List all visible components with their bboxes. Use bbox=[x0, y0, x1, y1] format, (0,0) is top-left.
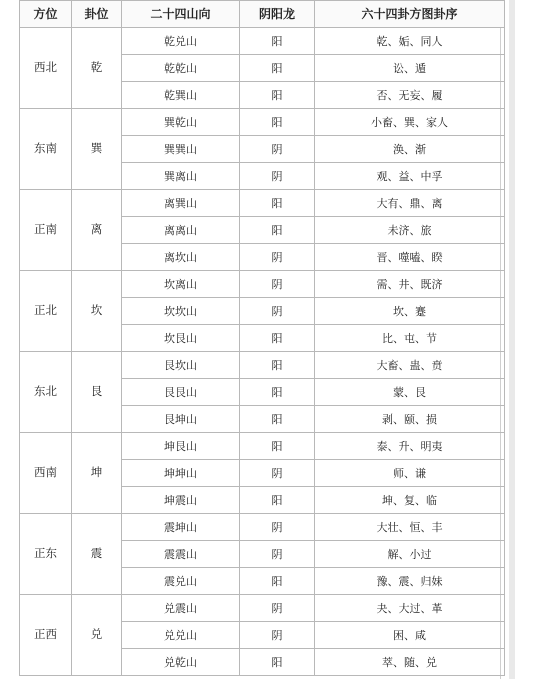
yinyang-cell: 阳 bbox=[240, 487, 315, 514]
gua-cell: 震 bbox=[72, 514, 122, 595]
yinyang-cell: 阳 bbox=[240, 190, 315, 217]
yinyang-cell: 阴 bbox=[240, 298, 315, 325]
yinyang-cell: 阴 bbox=[240, 136, 315, 163]
mountain-cell: 艮坤山 bbox=[122, 406, 240, 433]
yinyang-cell: 阳 bbox=[240, 55, 315, 82]
yinyang-cell: 阴 bbox=[240, 271, 315, 298]
yinyang-cell: 阳 bbox=[240, 379, 315, 406]
header-sequence: 六十四卦方图卦序 bbox=[315, 1, 505, 28]
mountain-cell: 坎坎山 bbox=[122, 298, 240, 325]
mountain-cell: 坤坤山 bbox=[122, 460, 240, 487]
mountain-cell: 坤艮山 bbox=[122, 433, 240, 460]
data-table bbox=[19, 0, 505, 676]
gua-cell: 坎 bbox=[72, 271, 122, 352]
yinyang-cell: 阳 bbox=[240, 406, 315, 433]
table-row bbox=[20, 190, 505, 217]
table-container bbox=[19, 0, 505, 676]
sequence-cell: 师、谦 bbox=[315, 460, 505, 487]
sequence-cell: 乾、姤、同人 bbox=[315, 28, 505, 55]
table-row bbox=[20, 595, 505, 622]
sequence-cell: 蒙、艮 bbox=[315, 379, 505, 406]
mountain-cell: 坤震山 bbox=[122, 487, 240, 514]
mountain-cell: 离离山 bbox=[122, 217, 240, 244]
sequence-cell: 大壮、恒、丰 bbox=[315, 514, 505, 541]
gua-cell: 巽 bbox=[72, 109, 122, 190]
header-gua: 卦位 bbox=[72, 1, 122, 28]
yinyang-cell: 阳 bbox=[240, 217, 315, 244]
yinyang-cell: 阳 bbox=[240, 82, 315, 109]
direction-cell: 东北 bbox=[20, 352, 72, 433]
header-direction: 方位 bbox=[20, 1, 72, 28]
mountain-cell: 艮艮山 bbox=[122, 379, 240, 406]
sequence-cell: 大畜、蛊、贲 bbox=[315, 352, 505, 379]
scrollbar[interactable] bbox=[509, 0, 515, 679]
mountain-cell: 兑乾山 bbox=[122, 649, 240, 676]
table-row bbox=[20, 28, 505, 55]
yinyang-cell: 阴 bbox=[240, 622, 315, 649]
direction-cell: 正南 bbox=[20, 190, 72, 271]
sequence-cell: 晋、噬嗑、睽 bbox=[315, 244, 505, 271]
gua-cell: 艮 bbox=[72, 352, 122, 433]
mountain-cell: 巽巽山 bbox=[122, 136, 240, 163]
gua-cell: 离 bbox=[72, 190, 122, 271]
yinyang-cell: 阴 bbox=[240, 460, 315, 487]
mountain-cell: 坎艮山 bbox=[122, 325, 240, 352]
yinyang-cell: 阳 bbox=[240, 433, 315, 460]
sequence-cell: 观、益、中孚 bbox=[315, 163, 505, 190]
table-row bbox=[20, 271, 505, 298]
mountain-cell: 乾乾山 bbox=[122, 55, 240, 82]
yinyang-cell: 阴 bbox=[240, 541, 315, 568]
yinyang-cell: 阳 bbox=[240, 325, 315, 352]
mountain-cell: 震兑山 bbox=[122, 568, 240, 595]
direction-cell: 西南 bbox=[20, 433, 72, 514]
sequence-cell: 比、屯、节 bbox=[315, 325, 505, 352]
mountain-cell: 震震山 bbox=[122, 541, 240, 568]
sequence-cell: 夬、大过、革 bbox=[315, 595, 505, 622]
mountain-cell: 兑震山 bbox=[122, 595, 240, 622]
mountain-cell: 坎离山 bbox=[122, 271, 240, 298]
sequence-cell: 否、无妄、履 bbox=[315, 82, 505, 109]
mountain-cell: 巽乾山 bbox=[122, 109, 240, 136]
gua-cell: 坤 bbox=[72, 433, 122, 514]
sequence-cell: 大有、鼎、离 bbox=[315, 190, 505, 217]
yinyang-cell: 阴 bbox=[240, 244, 315, 271]
sequence-cell: 萃、随、兑 bbox=[315, 649, 505, 676]
sequence-cell: 坤、复、临 bbox=[315, 487, 505, 514]
direction-cell: 正北 bbox=[20, 271, 72, 352]
table-row bbox=[20, 433, 505, 460]
sequence-cell: 讼、遁 bbox=[315, 55, 505, 82]
table-row bbox=[20, 514, 505, 541]
sequence-cell: 泰、升、明夷 bbox=[315, 433, 505, 460]
header-row bbox=[20, 1, 505, 28]
table-body bbox=[20, 28, 505, 676]
sequence-cell: 小畜、巽、家人 bbox=[315, 109, 505, 136]
table-row bbox=[20, 352, 505, 379]
gua-cell: 兑 bbox=[72, 595, 122, 676]
sequence-cell: 未济、旅 bbox=[315, 217, 505, 244]
yinyang-cell: 阳 bbox=[240, 649, 315, 676]
mountain-cell: 离坎山 bbox=[122, 244, 240, 271]
mountain-cell: 巽离山 bbox=[122, 163, 240, 190]
sequence-cell: 剥、颐、损 bbox=[315, 406, 505, 433]
header-yinyang: 阴阳龙 bbox=[240, 1, 315, 28]
yinyang-cell: 阴 bbox=[240, 514, 315, 541]
direction-cell: 东南 bbox=[20, 109, 72, 190]
table-row bbox=[20, 109, 505, 136]
yinyang-cell: 阳 bbox=[240, 568, 315, 595]
direction-cell: 正东 bbox=[20, 514, 72, 595]
mountain-cell: 艮坎山 bbox=[122, 352, 240, 379]
gua-cell: 乾 bbox=[72, 28, 122, 109]
mountain-cell: 兑兑山 bbox=[122, 622, 240, 649]
mountain-cell: 乾巽山 bbox=[122, 82, 240, 109]
mountain-cell: 离巽山 bbox=[122, 190, 240, 217]
sequence-cell: 需、井、既济 bbox=[315, 271, 505, 298]
yinyang-cell: 阳 bbox=[240, 28, 315, 55]
sequence-cell: 解、小过 bbox=[315, 541, 505, 568]
direction-cell: 正西 bbox=[20, 595, 72, 676]
header-mountain: 二十四山向 bbox=[122, 1, 240, 28]
mountain-cell: 乾兑山 bbox=[122, 28, 240, 55]
yinyang-cell: 阴 bbox=[240, 163, 315, 190]
sequence-cell: 豫、震、归妹 bbox=[315, 568, 505, 595]
direction-cell: 西北 bbox=[20, 28, 72, 109]
sequence-cell: 困、咸 bbox=[315, 622, 505, 649]
yinyang-cell: 阳 bbox=[240, 352, 315, 379]
yinyang-cell: 阴 bbox=[240, 595, 315, 622]
sequence-cell: 涣、渐 bbox=[315, 136, 505, 163]
yinyang-cell: 阳 bbox=[240, 109, 315, 136]
mountain-cell: 震坤山 bbox=[122, 514, 240, 541]
sequence-cell: 坎、蹇 bbox=[315, 298, 505, 325]
